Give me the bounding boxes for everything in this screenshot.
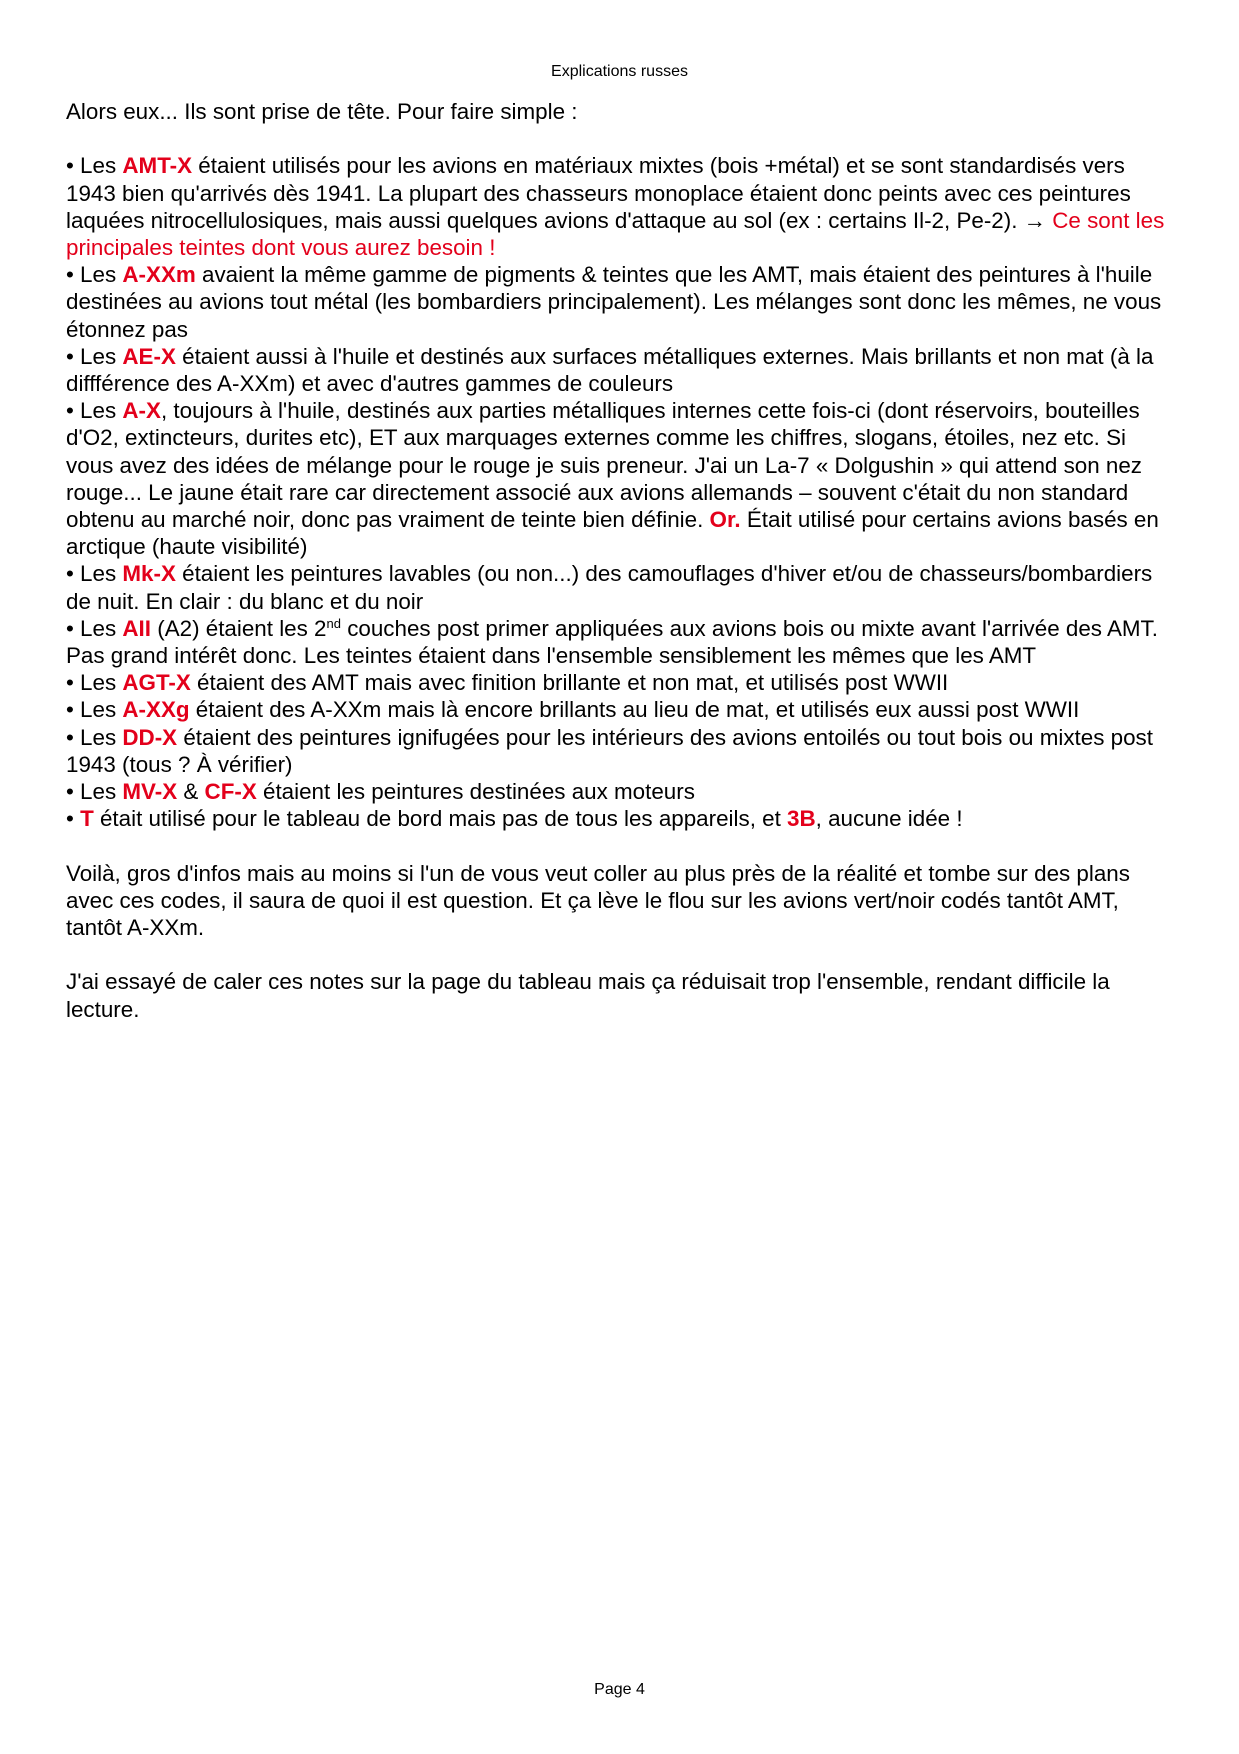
list-item-amt [66, 152, 1178, 261]
document-body [66, 98, 1178, 1023]
bullet: • Les [66, 724, 123, 750]
paint-code-agtx: AGT-X [122, 670, 191, 696]
bullet: • Les [66, 697, 123, 723]
list-item-ddx [66, 724, 1178, 778]
paint-code-mkx: Mk-X [122, 561, 176, 587]
important-note: Ce sont les principales teintes dont vous aurez besoin ! [66, 207, 1165, 260]
paint-code-axxm: A-XXm [122, 262, 196, 288]
item-text: Était utilisé pour certains avions basés en arctique (haute visibilité) [66, 507, 1159, 560]
bullet: • Les [66, 779, 123, 805]
list-item-ax [66, 397, 1178, 560]
paint-code-cfx: CF-X [204, 779, 257, 805]
item-text: , aucune idée ! [815, 806, 963, 832]
bullet: • [66, 806, 81, 832]
page-header: Explications russes [551, 63, 688, 80]
outro-paragraph: Voilà, gros d'infos mais au moins si l'un de vous veut coller au plus près de la réalité et tombe sur des plans avec ces codes, il saura de quoi il est question. Et ça lève le flou sur les avions vert/noir codés tantôt AMT, tantôt A-XXm. [66, 860, 1130, 941]
paragraph-gap [66, 832, 1178, 859]
intro-paragraph: Alors eux... Ils sont prise de tête. Pour faire simple : [66, 99, 578, 124]
page-number: Page 4 [594, 1681, 645, 1698]
item-text: était utilisé pour le tableau de bord mais pas de tous les appareils, et [93, 806, 788, 832]
item-text: (A2) étaient les 2 [151, 615, 327, 641]
paint-code-ax: A-X [122, 398, 161, 424]
bullet: • Les [66, 561, 123, 587]
paint-code-amt: AMT-X [122, 153, 193, 179]
item-text: couches post primer appliquées aux avions bois ou mixte avant l'arrivée des AMT. Pas grand intérêt donc. Les teintes étaient dans l'ensemble sensiblement les mêmes que les AMT [66, 615, 1158, 669]
list-item-axxm [66, 261, 1178, 343]
paint-code-or: Or. [709, 507, 741, 533]
item-text: avaient la même gamme de pigments & teintes que les AMT, mais étaient des peintures à l'huile destinées au avions tout métal (les bombardiers principalement). Les mélanges sont donc les mêmes, ne vous étonnez pas [66, 262, 1162, 342]
item-text: étaient aussi à l'huile et destinés aux surfaces métalliques externes. Mais brillants et non mat (à la diffférence des A-XXm) et avec d'autres gammes de couleurs [66, 343, 1154, 397]
item-text: étaient des A-XXm mais là encore brillants au lieu de mat, et utilisés eux aussi post WWII [189, 697, 1080, 723]
bullet: • Les [66, 343, 123, 369]
paragraph-gap [66, 941, 1178, 968]
bullet: • Les [66, 398, 123, 424]
paint-code-aex: AE-X [122, 343, 176, 369]
paint-code-t: T [80, 806, 94, 832]
paragraph-gap [66, 125, 1178, 152]
item-text: étaient des AMT mais avec finition brillante et non mat, et utilisés post WWII [190, 670, 949, 696]
list-item-mvx [66, 778, 1178, 805]
bullet: • Les [66, 670, 123, 696]
paint-code-mvx: MV-X [122, 779, 178, 805]
closing-paragraph: J'ai essayé de caler ces notes sur la page du tableau mais ça réduisait trop l'ensemble, rendant difficile la lecture. [66, 969, 1110, 1022]
list-item-axxg [66, 696, 1178, 723]
bullet: • Les [66, 262, 123, 288]
item-text: & [177, 779, 205, 805]
item-text: , toujours à l'huile, destinés aux parties métalliques internes cette fois-ci (dont réservoirs, bouteilles d'O2, extincteurs, durites etc), ET aux marquages externes comme les chiffres, slogans, étoiles, nez etc. Si vous avez des idées de mélange pour le rouge je suis preneur. J'ai un La-7 « Dolgushin » qui attend son nez rouge... Le jaune était rare car directement associé aux avions allemands – souvent c'était du non standard obtenu au marché noir, donc pas vraiment de teinte bien définie. [66, 398, 1142, 533]
paint-code-ddx: DD-X [122, 724, 178, 750]
list-item-aii [66, 615, 1178, 669]
list-item-t [66, 805, 1178, 832]
paint-code-aii: AII [122, 615, 152, 641]
ordinal-superscript: nd [326, 615, 341, 631]
list-item-aex [66, 343, 1178, 397]
paint-code-3b: 3B [787, 806, 816, 832]
list-item-agtx [66, 669, 1178, 696]
bullet: • Les [66, 153, 123, 179]
item-text: étaient les peintures destinées aux moteurs [256, 779, 695, 805]
paint-code-axxg: A-XXg [122, 697, 190, 723]
item-text: étaient des peintures ignifugées pour les intérieurs des avions entoilés ou tout bois ou mixtes post 1943 (tous ? À vérifier) [66, 724, 1153, 777]
item-text: étaient les peintures lavables (ou non...) des camouflages d'hiver et/ou de chasseurs/bombardiers de nuit. En clair : du blanc et du noir [66, 561, 1153, 614]
list-item-mkx [66, 560, 1178, 614]
bullet: • Les [66, 615, 123, 641]
item-text: étaient utilisés pour les avions en matériaux mixtes (bois +métal) et se sont standardisés vers 1943 bien qu'arrivés dès 1941. La plupart des chasseurs monoplace étaient donc peints avec ces peintures laquées nitrocellulosiques, mais aussi quelques avions d'attaque au sol (ex : certains Il-2, Pe-2). → [66, 153, 1131, 233]
